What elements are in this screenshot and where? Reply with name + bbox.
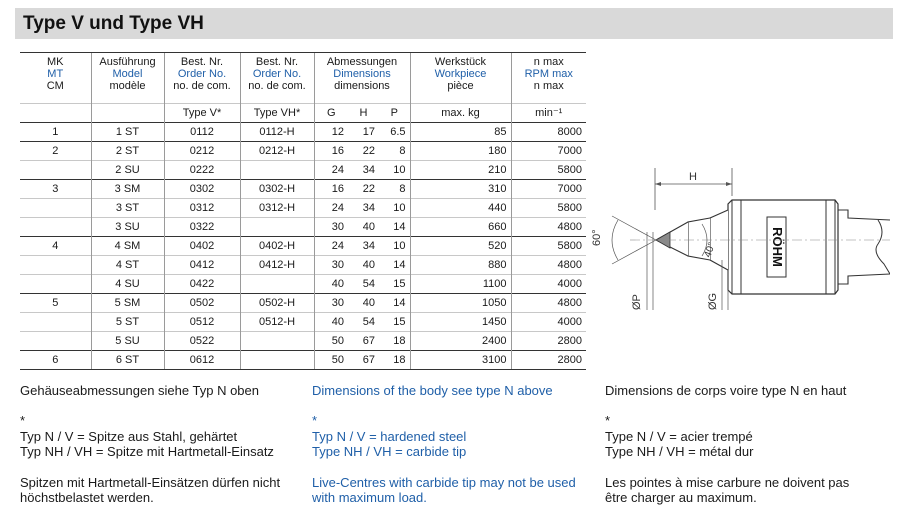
cell-h: 22 <box>348 180 379 199</box>
subheader-p: P <box>379 104 410 123</box>
note-fr-nh-vh: Type NH / VH = métal dur <box>605 444 754 459</box>
note-en-nh-vh: Type NH / VH = carbide tip <box>312 444 467 459</box>
live-centre-drawing <box>590 160 890 330</box>
label-angle-40: 40° <box>702 241 718 260</box>
cell-order-v: 0612 <box>164 351 240 370</box>
cell-p: 10 <box>379 161 410 180</box>
cell-g: 16 <box>314 180 348 199</box>
table-row <box>20 313 586 332</box>
cell-order-vh <box>240 332 314 351</box>
cell-order-v: 0302 <box>164 180 240 199</box>
cell-rpm: 5800 <box>511 161 586 180</box>
cell-order-vh: 0412-H <box>240 256 314 275</box>
header-dimensions: Abmessungen Dimensions dimensions <box>314 53 410 104</box>
cell-order-vh: 0502-H <box>240 294 314 313</box>
cell-p: 18 <box>379 351 410 370</box>
spec-table <box>20 52 586 370</box>
table-row <box>20 161 586 180</box>
header-order-vh: Best. Nr. Order No. no. de com. <box>240 53 314 104</box>
table-row <box>20 332 586 351</box>
header-mk: MK MT CM <box>20 53 91 104</box>
cell-p: 18 <box>379 332 410 351</box>
cell-model: 1 ST <box>91 123 164 142</box>
cell-rpm: 4800 <box>511 294 586 313</box>
note-de-nh-vh: Typ NH / VH = Spitze mit Hartmetall-Einsatz <box>20 444 274 459</box>
cell-g: 16 <box>314 142 348 161</box>
cell-order-v: 0502 <box>164 294 240 313</box>
table-row <box>20 199 586 218</box>
cell-order-vh <box>240 351 314 370</box>
cell-p: 15 <box>379 313 410 332</box>
cell-rpm: 7000 <box>511 180 586 199</box>
cell-model: 3 SU <box>91 218 164 237</box>
cell-order-vh: 0302-H <box>240 180 314 199</box>
cell-order-vh: 0512-H <box>240 313 314 332</box>
table-header-row <box>20 53 586 104</box>
header-order-v: Best. Nr. Order No. no. de com. <box>164 53 240 104</box>
header-model: Ausführung Model modèle <box>91 53 164 104</box>
cell-order-vh <box>240 275 314 294</box>
cell-kg: 440 <box>410 199 511 218</box>
cell-h: 40 <box>348 256 379 275</box>
label-h: H <box>689 171 697 183</box>
cell-order-vh: 0112-H <box>240 123 314 142</box>
cell-p: 8 <box>379 180 410 199</box>
cell-mk <box>20 218 91 237</box>
cell-p: 10 <box>379 237 410 256</box>
cell-g: 50 <box>314 351 348 370</box>
cell-h: 67 <box>348 351 379 370</box>
cell-kg: 85 <box>410 123 511 142</box>
cell-g: 30 <box>314 218 348 237</box>
cell-kg: 660 <box>410 218 511 237</box>
cell-mk <box>20 332 91 351</box>
subheader-type-vh: Type VH* <box>240 104 314 123</box>
cell-p: 14 <box>379 218 410 237</box>
cell-rpm: 2800 <box>511 351 586 370</box>
cell-order-v: 0402 <box>164 237 240 256</box>
table-row <box>20 218 586 237</box>
note-de-warn-1: Spitzen mit Hartmetall-Einsätzen dürfen nicht <box>20 475 281 490</box>
cell-g: 30 <box>314 294 348 313</box>
cell-kg: 2400 <box>410 332 511 351</box>
table-row <box>20 294 586 313</box>
note-de-body: Gehäuseabmessungen siehe Typ N oben <box>20 383 259 398</box>
cell-rpm: 7000 <box>511 142 586 161</box>
cell-h: 17 <box>348 123 379 142</box>
note-fr-warn-2: être charger au maximum. <box>605 490 757 505</box>
cell-p: 15 <box>379 275 410 294</box>
cell-g: 24 <box>314 199 348 218</box>
cell-order-v: 0222 <box>164 161 240 180</box>
cell-kg: 180 <box>410 142 511 161</box>
cell-order-vh <box>240 161 314 180</box>
label-p: ØP <box>631 294 643 310</box>
cell-mk: 1 <box>20 123 91 142</box>
cell-h: 54 <box>348 313 379 332</box>
note-de-warn-2: höchstbelastet werden. <box>20 490 154 505</box>
cell-mk <box>20 199 91 218</box>
cell-model: 4 SU <box>91 275 164 294</box>
cell-model: 4 ST <box>91 256 164 275</box>
cell-mk: 3 <box>20 180 91 199</box>
cell-h: 67 <box>348 332 379 351</box>
cell-kg: 1100 <box>410 275 511 294</box>
label-g: ØG <box>707 292 719 310</box>
cell-order-v: 0412 <box>164 256 240 275</box>
cell-model: 3 SM <box>91 180 164 199</box>
table-row <box>20 123 586 142</box>
cell-kg: 3100 <box>410 351 511 370</box>
cell-h: 54 <box>348 275 379 294</box>
note-en-body: Dimensions of the body see type N above <box>312 383 553 398</box>
cell-mk: 5 <box>20 294 91 313</box>
cell-order-vh <box>240 218 314 237</box>
cell-model: 2 ST <box>91 142 164 161</box>
cell-h: 40 <box>348 294 379 313</box>
subheader-g: G <box>314 104 348 123</box>
cell-mk: 2 <box>20 142 91 161</box>
label-angle-60: 60° <box>591 229 603 246</box>
header-workpiece: Werkstück Workpiece pièce <box>410 53 511 104</box>
cell-order-v: 0512 <box>164 313 240 332</box>
note-en-warn-1: Live-Centres with carbide tip may not be used <box>312 475 576 490</box>
cell-p: 14 <box>379 294 410 313</box>
cell-model: 2 SU <box>91 161 164 180</box>
cell-mk <box>20 256 91 275</box>
cell-order-v: 0522 <box>164 332 240 351</box>
cell-p: 14 <box>379 256 410 275</box>
cell-kg: 520 <box>410 237 511 256</box>
cell-rpm: 4000 <box>511 313 586 332</box>
cell-g: 50 <box>314 332 348 351</box>
table-row <box>20 256 586 275</box>
cell-model: 6 ST <box>91 351 164 370</box>
note-en-n-v: Typ N / V = hardened steel <box>312 429 467 444</box>
cell-mk <box>20 161 91 180</box>
note-en-star: * <box>312 413 318 428</box>
cell-p: 8 <box>379 142 410 161</box>
cell-mk: 4 <box>20 237 91 256</box>
table-row <box>20 142 586 161</box>
cell-mk: 6 <box>20 351 91 370</box>
cell-p: 6.5 <box>379 123 410 142</box>
table-row <box>20 275 586 294</box>
cell-order-v: 0322 <box>164 218 240 237</box>
note-de-n-v: Typ N / V = Spitze aus Stahl, gehärtet <box>20 429 238 444</box>
cell-g: 24 <box>314 161 348 180</box>
cell-rpm: 8000 <box>511 123 586 142</box>
note-de-star: * <box>20 413 26 428</box>
cell-p: 10 <box>379 199 410 218</box>
cell-order-vh: 0312-H <box>240 199 314 218</box>
cell-order-vh: 0402-H <box>240 237 314 256</box>
note-en-warn-2: with maximum load. <box>312 490 427 505</box>
cell-rpm: 4800 <box>511 218 586 237</box>
table-row <box>20 237 586 256</box>
cell-g: 40 <box>314 313 348 332</box>
cell-rpm: 5800 <box>511 199 586 218</box>
cell-kg: 310 <box>410 180 511 199</box>
cell-order-v: 0312 <box>164 199 240 218</box>
cell-h: 40 <box>348 218 379 237</box>
note-fr-n-v: Type N / V = acier trempé <box>605 429 753 444</box>
note-fr-body: Dimensions de corps voire type N en haut <box>605 383 847 398</box>
table-subheader-row <box>20 104 586 123</box>
cell-order-v: 0112 <box>164 123 240 142</box>
cell-rpm: 4000 <box>511 275 586 294</box>
cell-kg: 1450 <box>410 313 511 332</box>
subheader-h: H <box>348 104 379 123</box>
cell-model: 4 SM <box>91 237 164 256</box>
brand-label: RÖHM <box>770 227 786 267</box>
cell-model: 3 ST <box>91 199 164 218</box>
subheader-type-v: Type V* <box>164 104 240 123</box>
cell-model: 5 ST <box>91 313 164 332</box>
header-rpm: n max RPM max n max <box>511 53 586 104</box>
cell-order-v: 0422 <box>164 275 240 294</box>
cell-model: 5 SU <box>91 332 164 351</box>
subheader-rpm-unit: min⁻¹ <box>511 104 586 123</box>
cell-rpm: 4800 <box>511 256 586 275</box>
cell-h: 34 <box>348 237 379 256</box>
cell-g: 12 <box>314 123 348 142</box>
cell-g: 24 <box>314 237 348 256</box>
cell-kg: 210 <box>410 161 511 180</box>
cell-h: 22 <box>348 142 379 161</box>
cell-rpm: 5800 <box>511 237 586 256</box>
cell-g: 30 <box>314 256 348 275</box>
cell-model: 5 SM <box>91 294 164 313</box>
subheader-kg: max. kg <box>410 104 511 123</box>
page-title: Type V und Type VH <box>23 13 204 34</box>
cell-kg: 880 <box>410 256 511 275</box>
title-bar <box>15 8 893 39</box>
table-row <box>20 351 586 370</box>
cell-h: 34 <box>348 199 379 218</box>
cell-h: 34 <box>348 161 379 180</box>
cell-kg: 1050 <box>410 294 511 313</box>
note-fr-warn-1: Les pointes à mise carbure ne doivent pas <box>605 475 850 490</box>
cell-order-vh: 0212-H <box>240 142 314 161</box>
cell-order-v: 0212 <box>164 142 240 161</box>
table-row <box>20 180 586 199</box>
cell-rpm: 2800 <box>511 332 586 351</box>
note-fr-star: * <box>605 413 611 428</box>
cell-mk <box>20 275 91 294</box>
cell-mk <box>20 313 91 332</box>
cell-g: 40 <box>314 275 348 294</box>
